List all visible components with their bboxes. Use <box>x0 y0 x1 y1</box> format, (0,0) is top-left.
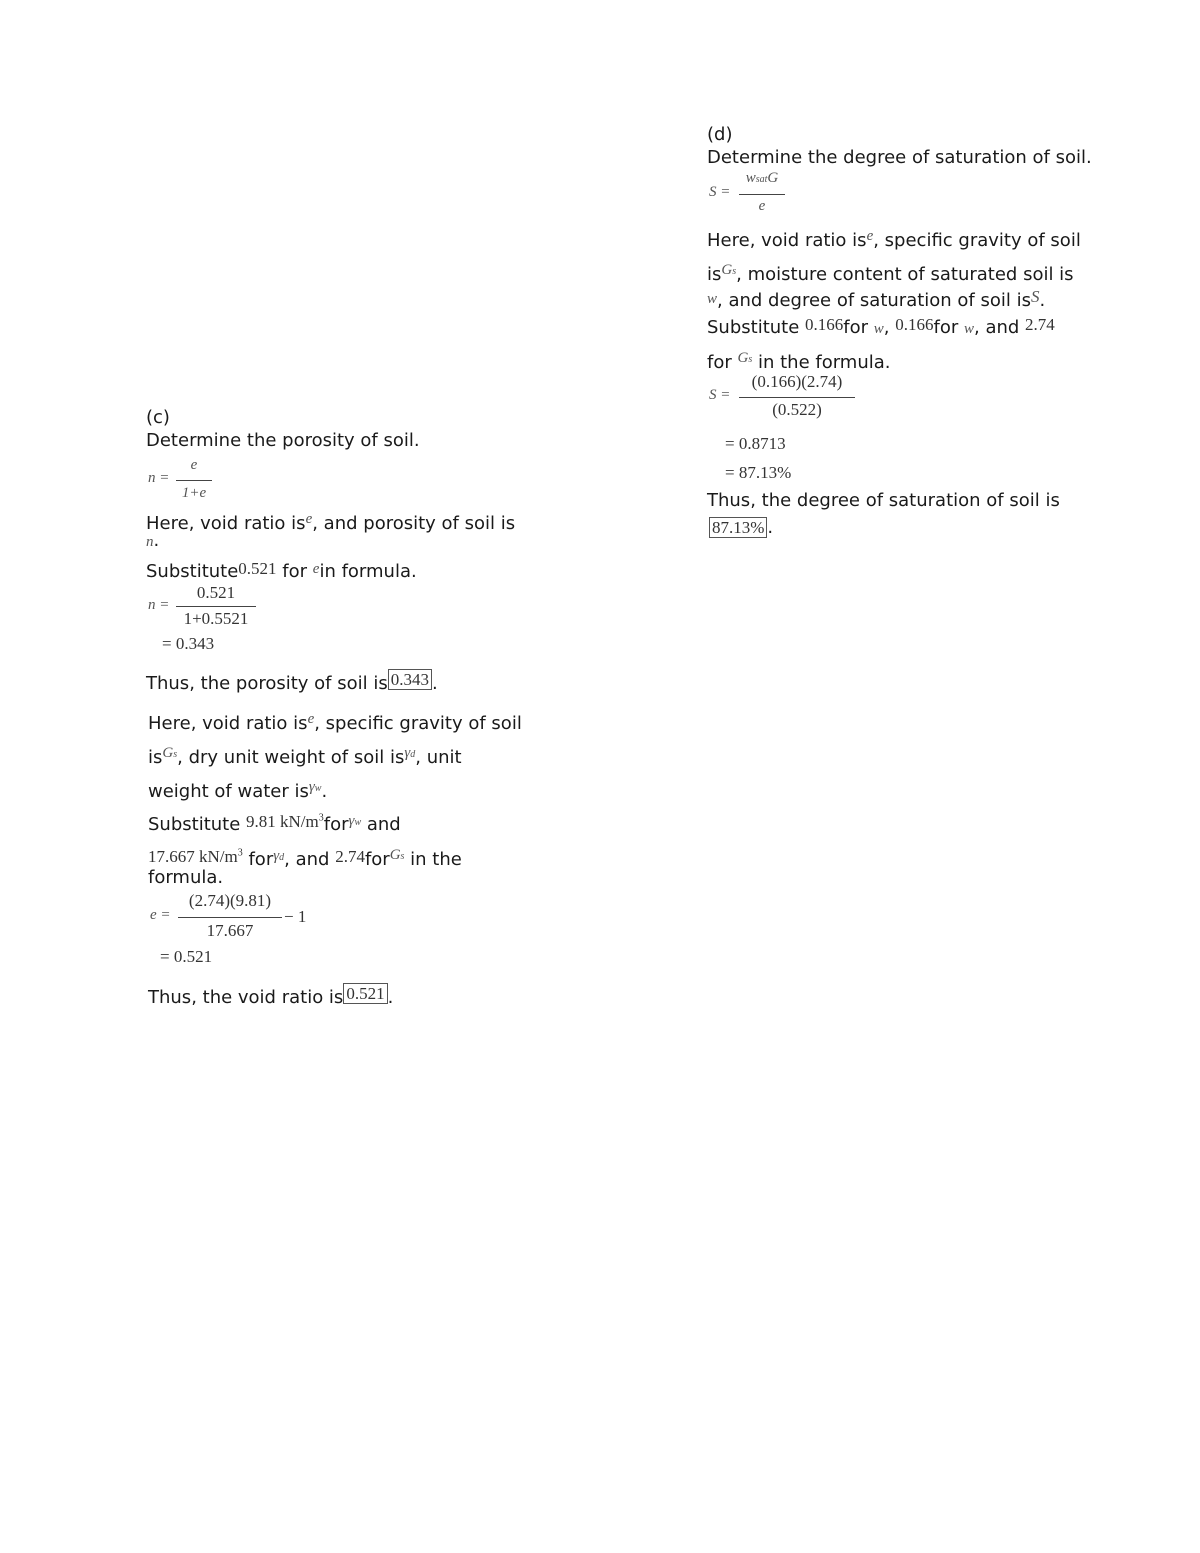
porosity-formula-numerator: e <box>190 457 198 473</box>
symbol-e: e <box>312 561 320 577</box>
value-gamma-d: 17.667 $kN/m^3$ <box>148 847 243 866</box>
porosity-formula-denominator: 1+e <box>181 485 207 501</box>
saturation-calc-lhs: S = <box>709 387 731 403</box>
porosity-calc-numerator: 0.521 <box>196 583 236 602</box>
symbol-gamma-w: γw <box>308 779 322 795</box>
part-c-definition-line-2: n. <box>146 530 160 551</box>
part-d-definition-line-2: $is^{Gs}$, moisture content of saturated soil is <box>707 262 1074 285</box>
symbol-e: e <box>307 711 315 727</box>
void-ratio-calculation <box>148 891 318 943</box>
saturation-formula-numerator: wsatG <box>745 170 779 186</box>
symbol-gs: Gs <box>389 847 405 863</box>
saturation-calculation <box>707 372 867 428</box>
saturation-calc-denominator: (0.522) <box>772 400 822 419</box>
saturation-result-percent: = 87.13% <box>725 463 792 482</box>
part-c-conclusion: Thus, the porosity of soil is 0.343 . <box>146 670 438 694</box>
porosity-result: = 0.343 <box>162 634 215 653</box>
porosity-calc-lhs: n = <box>148 597 170 613</box>
part-c-section <box>146 405 546 695</box>
value-0166: 0.166 <box>805 315 844 334</box>
fraction-bar <box>178 917 282 918</box>
void-ratio-calc-denominator: 17.667 <box>206 921 254 940</box>
part-d-conclusion-line-1: Thus, the degree of saturation of soil is <box>707 490 1060 511</box>
part-c-label: (c) <box>146 407 170 428</box>
part-d-label: (d) <box>707 124 733 145</box>
symbol-gamma-w: γw <box>348 813 362 829</box>
part-c-substitute-line: Substitute0.521 for $^e$in formula. <box>146 559 417 582</box>
part-d-section <box>707 122 1147 552</box>
porosity-calculation <box>146 581 276 631</box>
value-gamma-w: 9.81 $kN/m^3$ <box>246 812 324 831</box>
value-gs: 2.74 <box>335 847 365 866</box>
void-ratio-calc-lhs: e = <box>150 907 171 923</box>
part-c-definition-line-1: Here, void ratio $is^e$, and porosity of soil is <box>146 511 516 534</box>
symbol-gs: Gs <box>737 350 753 366</box>
part-c-heading: Determine the porosity of soil. <box>146 430 420 451</box>
value-0521: 0.521 <box>238 559 277 578</box>
symbol-e: e <box>305 511 313 527</box>
symbol-w: w <box>963 321 974 337</box>
fraction-bar <box>739 194 785 195</box>
fraction-bar <box>176 606 256 607</box>
part-d-heading: Determine the degree of saturation of soil. <box>707 147 1092 168</box>
void-ratio-calc-numerator: (2.74)(9.81) <box>188 891 272 910</box>
value-274: 2.74 <box>1025 315 1055 334</box>
symbol-e: e <box>866 228 874 244</box>
saturation-calc-numerator: (0.166)(2.74) <box>751 372 843 391</box>
symbol-gs: Gs <box>162 745 178 761</box>
part-d-definition-line-3: w, and degree of saturation of soil isS. <box>707 287 1046 311</box>
symbol-gamma-d: γd <box>273 848 285 864</box>
symbol-gs: Gs <box>721 262 737 278</box>
void-ratio-section <box>148 705 548 1010</box>
part-d-substitute-line-1: Substitute 0.166for w, 0.166for w, and 2.74 <box>707 315 1055 338</box>
fraction-bar <box>176 480 212 481</box>
symbol-gamma-d: γd <box>404 745 416 761</box>
void-ratio-substitute-line-3: formula. <box>148 867 224 888</box>
void-ratio-calc-minus: − 1 <box>284 907 307 926</box>
symbol-s: S <box>1031 287 1040 306</box>
symbol-w: w <box>707 291 718 307</box>
void-ratio-definition-line-2: $is^{Gs}$, dry unit weight of soil $is^{\gamma d}$, unit <box>148 745 462 768</box>
symbol-n: n <box>146 534 154 550</box>
void-ratio-conclusion: Thus, the void ratio is 0.521 . <box>148 984 394 1008</box>
part-d-definition-line-1: Here, void ratio $is^e$, specific gravity of soil <box>707 228 1081 251</box>
void-ratio-result: = 0.521 <box>160 947 213 966</box>
porosity-formula-lhs: n = <box>148 470 170 486</box>
part-d-conclusion-line-2: 87.13% . <box>709 517 773 539</box>
porosity-formula <box>146 455 226 505</box>
saturation-result-decimal: = 0.8713 <box>725 434 786 453</box>
void-ratio-definition-line-3: weight of water $is^{\gamma w}$. <box>148 779 328 802</box>
saturation-answer-box: 87.13% <box>709 517 767 538</box>
void-ratio-answer-box: 0.521 <box>343 983 387 1004</box>
fraction-bar <box>739 397 855 398</box>
saturation-formula-denominator: e <box>758 198 766 214</box>
void-ratio-substitute-line-2: 17.667 $kN/m^3$ for$^{\gamma d}$, and 2.74for$^{Gs}$ in the <box>148 847 462 870</box>
void-ratio-substitute-line-1: Substitute 9.81 $kN/m^3for^{\gamma w}$ and <box>148 812 401 835</box>
porosity-calc-denominator: 1+0.5521 <box>183 609 249 628</box>
symbol-w: w <box>873 321 884 337</box>
void-ratio-definition-line-1: Here, void ratio $is^e$, specific gravity of soil <box>148 711 522 734</box>
saturation-formula-lhs: S = <box>709 184 731 200</box>
value-0166: 0.166 <box>895 315 934 334</box>
porosity-answer-box: 0.343 <box>388 669 432 690</box>
saturation-formula <box>707 170 797 220</box>
part-d-substitute-line-2: for $^{Gs}$ in the formula. <box>707 350 891 373</box>
